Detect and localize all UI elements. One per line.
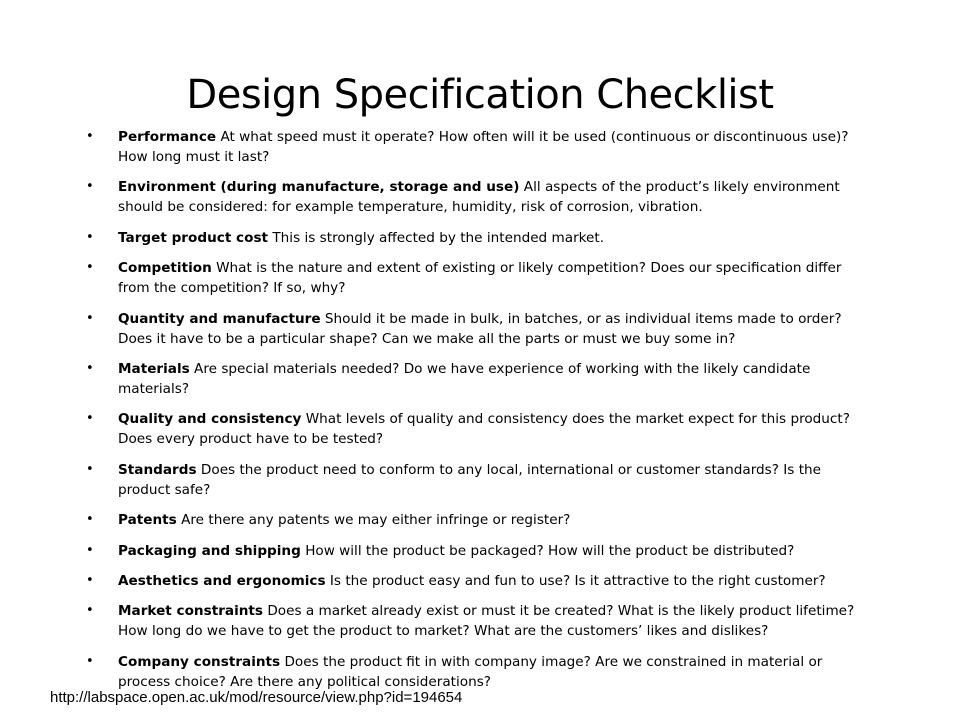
item-text: What levels of quality and consistency does the market expect for this product? Does every product have to be tested? — [118, 411, 850, 448]
checklist-item-standards — [86, 460, 856, 500]
item-heading: Quantity and manufacture — [118, 310, 321, 327]
checklist-item-quality — [86, 409, 856, 449]
item-heading: Aesthetics and ergonomics — [118, 572, 326, 589]
checklist-item-materials — [86, 359, 856, 399]
bullet-icon: • — [86, 572, 94, 588]
bullet-icon: • — [86, 603, 94, 619]
bullet-icon: • — [86, 411, 94, 427]
item-text: What is the nature and extent of existing or likely competition? Does our specification differ from the competition? If so, why? — [118, 260, 842, 297]
item-text: How will the product be packaged? How will the product be distributed? — [305, 542, 795, 559]
item-text: Should it be made in bulk, in batches, or as individual items made to order? Does it have to be a particular shape? Can we make all the parts or must we buy some in? — [118, 310, 842, 347]
checklist-item-environment — [86, 177, 856, 217]
item-heading: Target product cost — [118, 229, 269, 246]
checklist-item-target-cost — [86, 228, 856, 248]
item-heading: Quality and consistency — [118, 411, 302, 428]
design-spec-checklist — [86, 127, 856, 702]
item-text: Does a market already exist or must it be created? What is the likely product lifetime? How long do we have to get the product to market? What are the customers’ likes and dislikes? — [118, 603, 855, 640]
bullet-icon: • — [86, 542, 94, 558]
bullet-icon: • — [86, 512, 94, 528]
item-heading: Company constraints — [118, 653, 281, 670]
item-heading: Performance — [118, 129, 217, 145]
item-text: All aspects of the product’s likely environment should be considered: for example temperature, humidity, risk of corrosion, vibration. — [118, 179, 840, 216]
checklist-item-aesthetics — [86, 571, 856, 591]
bullet-icon: • — [86, 360, 94, 376]
bullet-icon: • — [86, 179, 94, 195]
slide-title: Design Specification Checklist — [186, 72, 774, 118]
checklist-item-patents — [86, 510, 856, 530]
checklist-item-market-constraints — [86, 601, 856, 641]
checklist-item-packaging — [86, 541, 856, 561]
bullet-icon: • — [86, 260, 94, 276]
item-text: Does the product need to conform to any local, international or customer standards? Is the product safe? — [118, 461, 822, 498]
bullet-icon: • — [86, 461, 94, 477]
item-text: Is the product easy and fun to use? Is it attractive to the right customer? — [329, 572, 826, 589]
item-heading: Standards — [118, 461, 197, 478]
item-text: Are there any patents we may either infringe or register? — [181, 512, 571, 529]
item-heading: Materials — [118, 360, 190, 377]
bullet-icon: • — [86, 653, 94, 669]
item-heading: Patents — [118, 512, 177, 529]
checklist-item-performance — [86, 127, 856, 167]
bullet-icon: • — [86, 310, 94, 326]
source-url-link[interactable]: http://labspace.open.ac.uk/mod/resource/view.php?id=194654 — [50, 689, 463, 706]
bullet-icon: • — [86, 229, 94, 245]
checklist-item-competition — [86, 258, 856, 298]
item-text: Are special materials needed? Do we have experience of working with the likely candidate materials? — [118, 360, 811, 397]
checklist-item-company-constraints — [86, 652, 856, 692]
item-heading: Packaging and shipping — [118, 542, 301, 559]
item-heading: Competition — [118, 260, 212, 277]
bullet-icon: • — [86, 129, 94, 144]
item-heading: Market constraints — [118, 603, 263, 620]
checklist-item-quantity — [86, 309, 856, 349]
item-text: At what speed must it operate? How often will it be used (continuous or discontinuous use)? How long must it last? — [118, 129, 849, 165]
item-heading: Environment (during manufacture, storage and use) — [118, 179, 520, 196]
item-text: This is strongly affected by the intended market. — [272, 229, 605, 246]
item-text: Does the product fit in with company image? Are we constrained in material or process choice? Are there any political considerations? — [118, 653, 823, 690]
